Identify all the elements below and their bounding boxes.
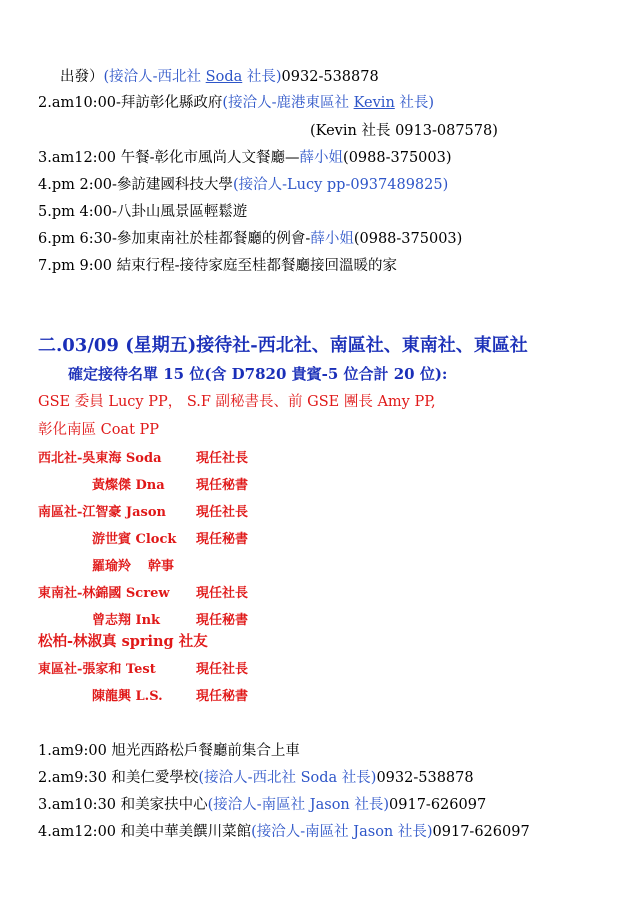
roster-item: 曾志翔 Ink 現任秘書 <box>92 613 249 628</box>
roster-item: 西北社-吳東海 Soda 現任社長 <box>38 451 249 466</box>
guest-line-2: 彰化南區 Coat PP <box>38 422 160 438</box>
schedule-line-3: 3.am12:00 午餐-彰化市風尚人文餐廳—薛小姐(0988-375003) <box>38 150 452 166</box>
schedule-line-6: 6.pm 6:30-參加東南社於桂都餐廳的例會-薛小姐(0988-375003) <box>38 231 463 247</box>
confirmed-list-note: 確定接待名單 15 位(含 D7820 貴賓-5 位合計 20 位): <box>68 365 448 383</box>
schedule-line-5: 5.pm 4:00-八卦山風景區輕鬆遊 <box>38 204 248 220</box>
roster-item: 東區社-張家和 Test 現任社長 <box>38 662 249 677</box>
schedule-line-2-contact: (Kevin 社長 0913-087578) <box>310 123 498 139</box>
roster-item: 游世賓 Clock 現任秘書 <box>92 532 249 547</box>
section-heading: 二.03/09 (星期五)接待社-西北社、南區社、東南社、東區社 <box>38 335 528 356</box>
day2-schedule-line: 3.am10:30 和美家扶中心(接洽人-南區社 Jason 社長)0917-626097 <box>38 797 487 813</box>
guest-line-1: GSE 委員 Lucy PP， S.F 副秘書長、前 GSE 團長 Amy PP, <box>38 394 436 410</box>
roster-item: 陳龍興 L.S. 現任秘書 <box>92 689 249 704</box>
kevin-link[interactable]: Kevin <box>353 95 395 111</box>
roster-item: 南區社-江智豪 Jason 現任社長 <box>38 505 249 520</box>
schedule-line-departure: 出發）(接洽人-西北社 Soda 社長)0932-538878 <box>60 69 379 85</box>
soda-link[interactable]: Soda <box>205 69 243 85</box>
roster-item: 東南社-林錦國 Screw 現任社長 <box>38 586 249 601</box>
day2-schedule-line: 1.am9:00 旭光西路松戶餐廳前集合上車 <box>38 743 300 759</box>
roster-item: 羅瑜羚 幹事 <box>92 559 175 574</box>
day2-schedule-line: 4.am12:00 和美中華美饌川菜館(接洽人-南區社 Jason 社長)0917-626097 <box>38 824 530 840</box>
day2-schedule-line: 2.am9:30 和美仁愛學校(接洽人-西北社 Soda 社長)0932-538878 <box>38 770 474 786</box>
schedule-line-4: 4.pm 2:00-參訪建國科技大學(接洽人-Lucy pp-0937489825) <box>38 177 449 193</box>
schedule-line-2: 2.am10:00-拜訪彰化縣政府(接洽人-鹿港東區社 Kevin 社長) <box>38 95 435 111</box>
schedule-line-7: 7.pm 9:00 結束行程-接待家庭至桂都餐廳接回溫暖的家 <box>38 258 398 274</box>
roster-item: 松柏-林淑真 spring 社友 <box>38 633 208 650</box>
roster-item: 黃燦傑 Dna 現任秘書 <box>92 478 249 493</box>
